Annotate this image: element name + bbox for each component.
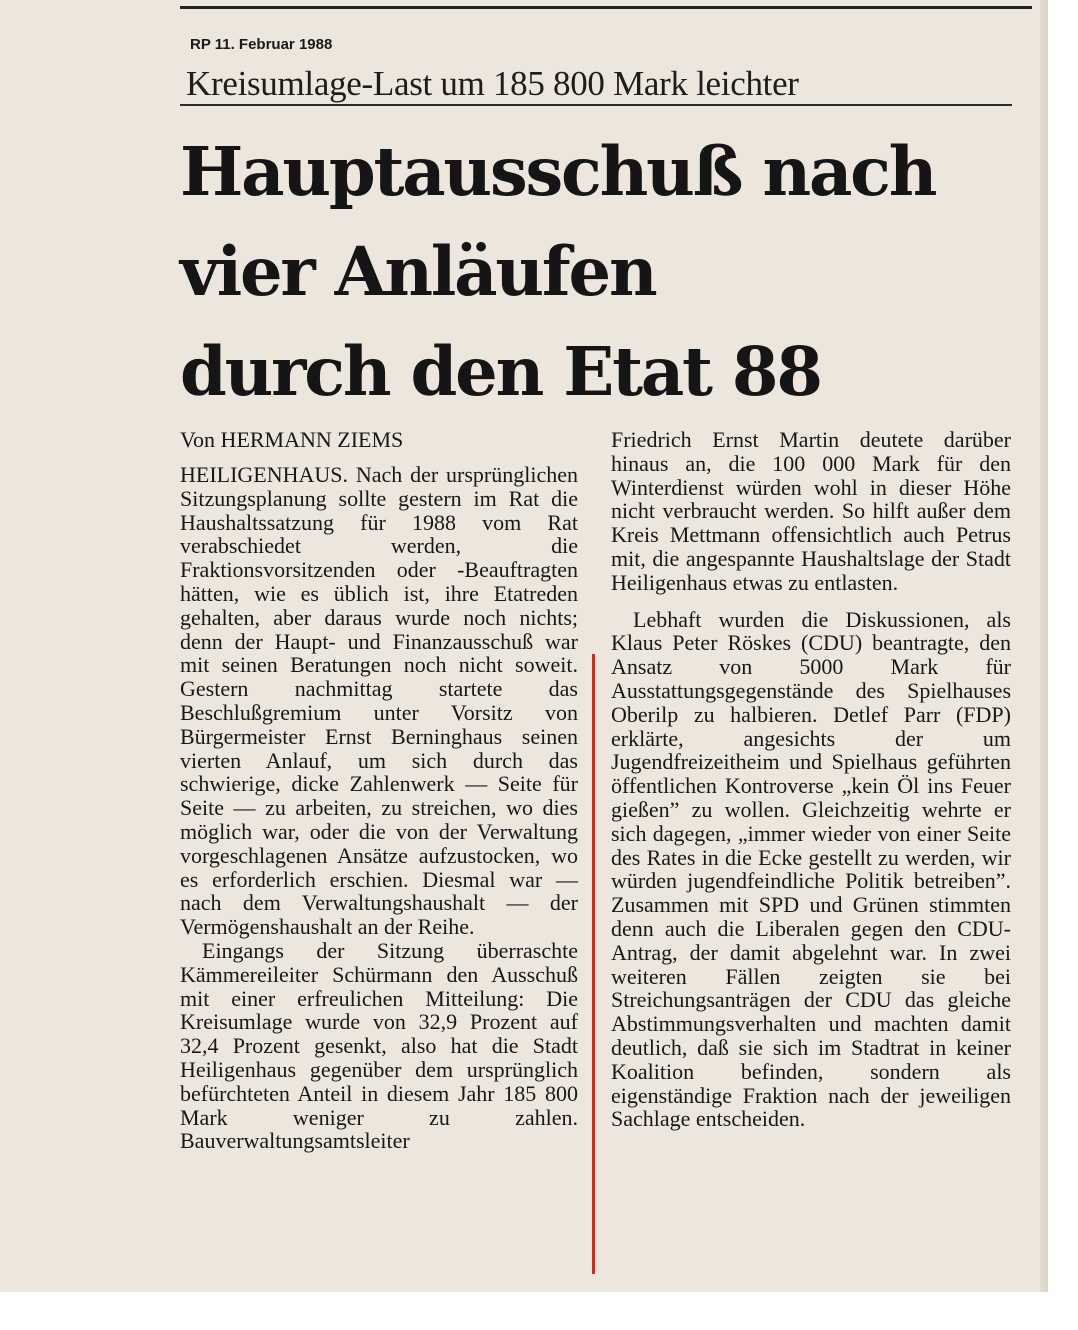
byline: Von HERMANN ZIEMS: [180, 427, 404, 452]
headline-line-1: Hauptausschuß nach: [180, 132, 936, 211]
kicker-headline: Kreisumlage-Last um 185 800 Mark leichter: [186, 64, 799, 103]
main-headline: [180, 122, 1040, 422]
article-column-1: [180, 428, 578, 1153]
paragraph: Lebhaft wurden die Diskussionen, als Klaus Peter Röskes (CDU) beantragte, den Ansatz von 5000 Mark für Ausstattungsgegenstände des Spielhauses Oberilp zu halbieren. Detlef Parr (FDP) erklärte, angesichts der um Jugendfreizeitheim und Spielhaus geführten öffentlichen Kontroverse „kein Öl ins Feuer gießen” zu wollen. Gleichzeitig wehrte er sich dagegen, „immer wieder von einer Seite des Rates in die Ecke gestellt zu werden, wir würden jugendfeindliche Politik betreiben”. Zusammen mit SPD und Grünen stimmten denn auch die Liberalen gegen den CDU-Antrag, der damit abgelehnt war. In zwei weiteren Fällen zeigten sie bei Streichungsanträgen der CDU das gleiche Abstimmungsverhalten und machten damit deutlich, daß sie sich im Stadtrat in keiner Koalition befinden, sondern als eigenständige Fraktion nach der jeweiligen Sachlage entscheiden.: [611, 606, 1011, 1132]
source-date: RP 11. Februar 1988: [190, 36, 333, 53]
article-column-2: [611, 428, 1011, 1131]
paragraph: Eingangs der Sitzung überraschte Kämmereileiter Schürmann den Ausschuß mit einer erfreulichen Mitteilung: Die Kreisumlage wurde von 32,9 Prozent auf 32,4 Prozent gesenkt, also hat die Stadt Heiligenhaus gegenüber dem ursprünglich befürchteten Anteil in diesem Jahr 185 800 Mark weniger zu zahlen. Bauverwaltungsamtsleiter: [180, 937, 578, 1154]
kicker-rule: [180, 104, 1012, 106]
red-marker-line: [592, 654, 595, 1274]
headline-line-3: durch den Etat 88: [180, 332, 821, 411]
paragraph: Friedrich Ernst Martin deutete darüber hinaus an, die 100 000 Mark für den Winterdienst würden wohl in dieser Höhe nicht verbraucht werden. So hilft außer dem Kreis Mettmann offensichtlich auch Petrus mit, die angespannte Haushaltslage der Stadt Heiligenhaus etwas zu entlasten.: [611, 427, 1011, 595]
page-edge: [1040, 0, 1048, 1292]
top-rule: [180, 6, 1032, 9]
headline-line-2: vier Anläufen: [180, 232, 656, 311]
paragraph: HEILIGENHAUS. Nach der ursprünglichen Sitzungsplanung sollte gestern im Rat die Haushaltssatzung für 1988 vom Rat verabschiedet werden, die Fraktionsvorsitzenden oder -Beauftragten hätten, wie es üblich ist, ihre Etatreden gehalten, aber daraus wurde noch nichts; denn der Haupt- und Finanzausschuß war mit seinen Beratungen noch nicht soweit. Gestern nachmittag startete das Beschlußgremium unter Vorsitz von Bürgermeister Ernst Berninghaus seinen vierten Anlauf, um sich durch das schwierige, dicke Zahlenwerk — Seite für Seite — zu arbeiten, zu streichen, wo dies möglich war, oder die von der Verwaltung vorgeschlagenen Ansätze aufzustocken, wo es erforderlich erschien. Diesmal war — nach dem Verwaltungshaushalt — der Vermögenshaushalt an der Reihe.: [180, 462, 578, 940]
